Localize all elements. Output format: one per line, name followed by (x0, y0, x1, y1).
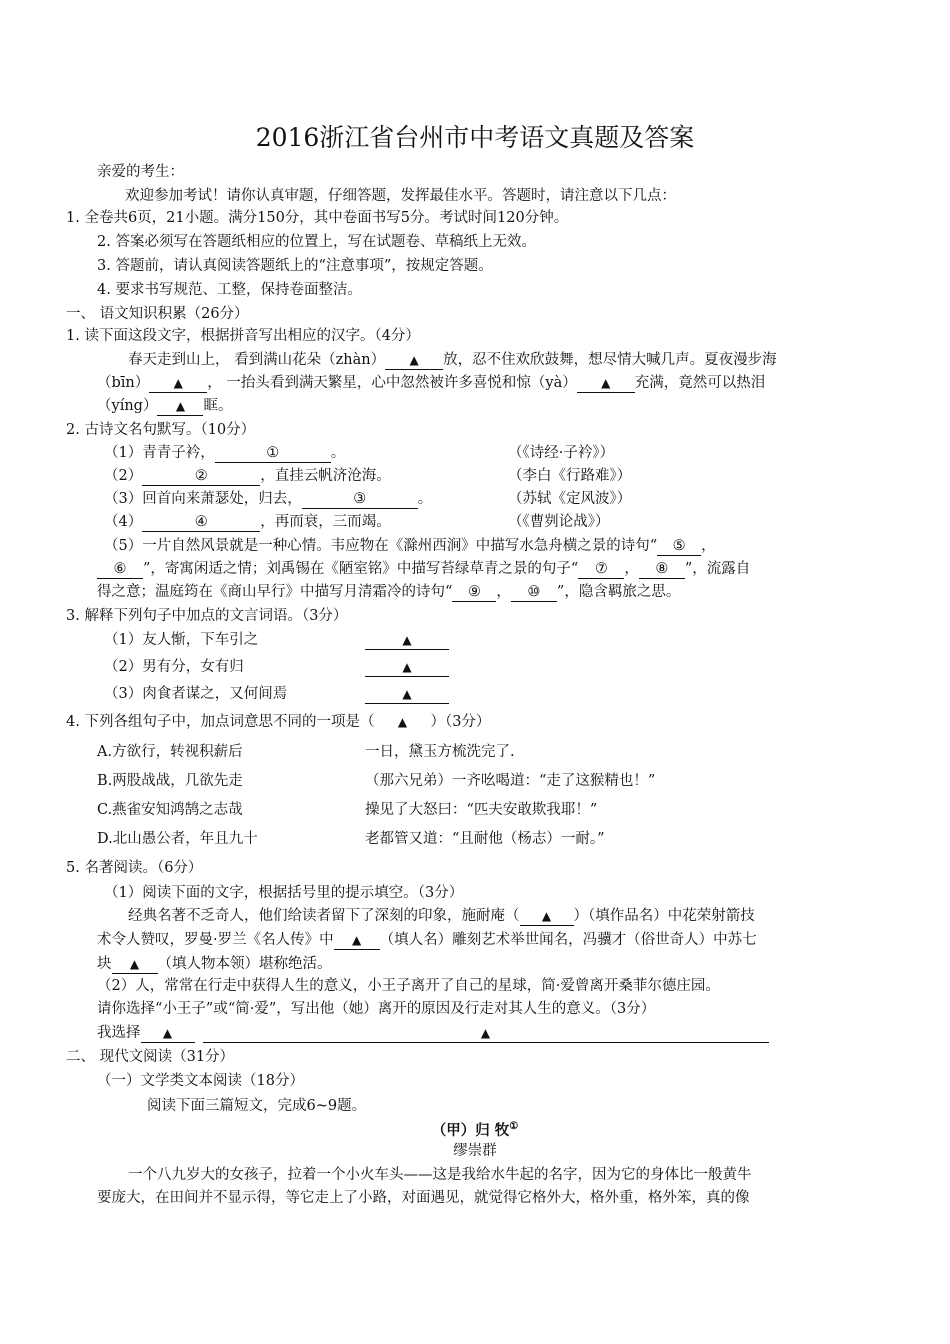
q5-sub-2: （2）人，常常在行走中获得人生的意义，小王子离开了自己的星球，简·爱曾离开桑菲尔德庄园。 (97, 978, 720, 994)
triangle-marker-icon: ▲ (397, 715, 408, 729)
section-1-heading: 一、 语文知识积累（26分） (66, 306, 249, 322)
answer-blank[interactable]: ⑨ (452, 584, 496, 602)
q3-blank-1[interactable] (365, 630, 449, 650)
triangle-marker-icon: ▲ (402, 660, 412, 674)
answer-blank[interactable]: ① (215, 445, 331, 463)
welcome-text: 欢迎参加考试！请你认真审题，仔细答题，发挥最佳水平。答题时，请注意以下几点： (125, 188, 676, 204)
note-3: 3. 答题前，请认真阅读答题纸上的“注意事项”，按规定答题。 (97, 258, 493, 274)
story-title: （甲）归 牧① (431, 1121, 519, 1139)
q4-heading: 4. 下列各组句子中，加点词意思不同的一项是（ ▲ ）（3分） (66, 714, 491, 730)
q5-heading: 5. 名著阅读。（6分） (66, 860, 203, 876)
q2-source-4: （《曹刿论战》） (508, 514, 610, 530)
answer-blank[interactable]: ⑦ (578, 561, 624, 579)
q1-line-1: 春天走到山上， 看到满山花朵（zhàn） ▲ 放，忍不住欢欣鼓舞，想尽情大喊几声。夏夜漫步海 (128, 352, 777, 368)
triangle-marker-icon: ▲ (402, 687, 412, 701)
q2-row-1: （1）青青子衿， ① 。 (104, 445, 346, 461)
answer-blank[interactable]: ③ (302, 491, 418, 509)
greeting: 亲爱的考生： (97, 164, 184, 180)
q4-option-d: D.北山愚公者，年且九十 (97, 831, 258, 847)
answer-blank[interactable] (577, 375, 635, 393)
answer-blank[interactable] (149, 375, 207, 393)
reading-intro: 阅读下面三篇短文，完成6~9题。 (147, 1098, 367, 1114)
section-2-heading: 二、 现代文阅读（31分） (66, 1049, 235, 1065)
answer-blank[interactable]: ⑩ (511, 584, 557, 602)
page-title: 2016浙江省台州市中考语文真题及答案 (255, 123, 695, 152)
triangle-marker-icon: ▲ (162, 1026, 173, 1040)
q3-blank-2[interactable] (365, 657, 449, 677)
q5-sub-1: （1）阅读下面的文字，根据括号里的提示填空。（3分） (104, 885, 464, 901)
note-2: 2. 答案必须写在答题纸相应的位置上，写在试题卷、草稿纸上无效。 (97, 234, 536, 250)
q3-blank-3[interactable] (365, 684, 449, 704)
q2-source-2: （李白《行路难》） (508, 468, 632, 484)
triangle-marker-icon: ▲ (402, 633, 412, 647)
answer-blank[interactable]: ⑧ (639, 561, 685, 579)
story-author: 缪崇群 (453, 1143, 497, 1159)
story-para-line-1: 一个八九岁大的女孩子，拉着一个小火车头——这是我给水牛起的名字，因为它的身体比一般黄牛 (128, 1167, 752, 1183)
q5-p-line-2: 术令人赞叹，罗曼·罗兰《名人传》中 ▲ （填人名）雕刻艺术举世闻名，冯骥才（俗世奇人）中苏七 (97, 932, 757, 948)
q1-line-2: （bīn） ▲ ， 一抬头看到满天繁星，心中忽然被许多喜悦和惊（yà） ▲ 充满，竟然可以热泪 (97, 375, 766, 391)
reason-blank[interactable] (203, 1025, 769, 1043)
q2-source-1: （《诗经·子衿》） (508, 445, 615, 461)
q5-sub-3: 请你选择“小王子”或“简·爱”，写出他（她）离开的原因及行走对其人生的意义。（3分） (97, 1001, 656, 1017)
q4-option-d-pair: 老都管又道：“且耐他（杨志）一耐。” (365, 831, 605, 847)
triangle-marker-icon: ▲ (351, 933, 362, 947)
q2-source-3: （苏轼《定风波》） (508, 491, 632, 507)
triangle-marker-icon: ▲ (541, 909, 552, 923)
q4-option-c-pair: 操见了大怒曰：“匹夫安敢欺我耶！” (365, 802, 598, 818)
q4-option-b: B.两股战战，几欲先走 (97, 773, 243, 789)
triangle-marker-icon: ▲ (173, 376, 183, 390)
answer-blank[interactable] (385, 352, 443, 370)
q2-row-4: （4） ④ ，再而衰，三而竭。 (104, 514, 391, 530)
choice-blank[interactable] (141, 1025, 195, 1043)
q3-item-2: （2）男有分，女有归 (104, 659, 244, 675)
q3-item-1: （1）友人惭，下车引之 (104, 632, 259, 648)
q2-row-2: （2） ② ，直挂云帆济沧海。 (104, 468, 391, 484)
q2-p5-line-1: （5）一片自然风景就是一种心情。韦应物在《滁州西涧》中描写水急舟横之景的诗句“ ⑤ ， (104, 538, 716, 554)
q4-option-c: C.燕雀安知鸿鹄之志哉 (97, 802, 243, 818)
q5-p-line-3: 块 ▲ （填人物本领）堪称绝活。 (97, 956, 332, 972)
triangle-marker-icon: ▲ (129, 957, 140, 971)
answer-blank[interactable]: ④ (142, 514, 260, 532)
q4-option-a-pair: 一日，黛玉方梳洗完了. (365, 744, 515, 760)
answer-blank[interactable] (520, 908, 574, 926)
story-para-line-2: 要庞大，在田间并不显示得，等它走上了小路，对面遇见，就觉得它格外大，格外重，格外笨，真的像 (97, 1190, 750, 1206)
triangle-marker-icon: ▲ (601, 376, 611, 390)
q2-row-3: （3）回首向来萧瑟处，归去， ③ 。 (104, 491, 433, 507)
triangle-marker-icon: ▲ (480, 1026, 491, 1040)
triangle-marker-icon: ▲ (175, 399, 186, 413)
q1-line-3: （yíng） ▲ 眶。 (97, 398, 233, 414)
q3-heading: 3. 解释下列句子中加点的文言词语。（3分） (66, 608, 348, 624)
q2-heading: 2. 古诗文名句默写。（10分） (66, 422, 256, 438)
q2-p5-line-3: 得之意；温庭筠在《商山早行》中描写月清霜冷的诗句“ ⑨ ， ⑩ ”，隐含羁旅之思。 (97, 584, 681, 600)
answer-blank[interactable] (112, 956, 158, 974)
answer-blank[interactable]: ⑤ (657, 538, 701, 556)
q2-p5-line-2: ⑥ ”，寄寓闲适之情；刘禹锡在《陋室铭》中描写苔绿草青之景的句子“ ⑦ ， ⑧ ”，流露自 (97, 559, 750, 579)
answer-blank[interactable] (334, 932, 380, 950)
triangle-marker-icon: ▲ (409, 353, 419, 367)
footnote-mark: ① (509, 1121, 519, 1132)
note-1: 1. 全卷共6页，21小题。满分150分，其中卷面书写5分。考试时间120分钟。 (66, 210, 569, 226)
note-4: 4. 要求书写规范、工整，保持卷面整洁。 (97, 282, 362, 298)
answer-slot[interactable] (374, 712, 430, 732)
subsection-1-heading: （一）文学类文本阅读（18分） (97, 1073, 304, 1089)
q4-option-a: A.方欲行，转视积薪后 (97, 744, 243, 760)
q1-heading: 1. 读下面这段文字，根据拼音写出相应的汉字。（4分） (66, 328, 420, 344)
q3-item-3: （3）肉食者谋之，又何间焉 (104, 686, 288, 702)
answer-blank[interactable]: ⑥ (97, 561, 143, 579)
q5-p-line-1: 经典名著不乏奇人，他们给读者留下了深刻的印象，施耐庵（ ▲ ）（填作品名）中花荣射箭技 (128, 908, 755, 924)
q5-choice-line: 我选择 ▲ ▲ (97, 1023, 769, 1043)
answer-blank[interactable] (157, 398, 203, 416)
answer-blank[interactable]: ② (142, 468, 260, 486)
q4-option-b-pair: （那六兄弟）一齐吆喝道：“走了这猴精也！” (365, 773, 656, 789)
